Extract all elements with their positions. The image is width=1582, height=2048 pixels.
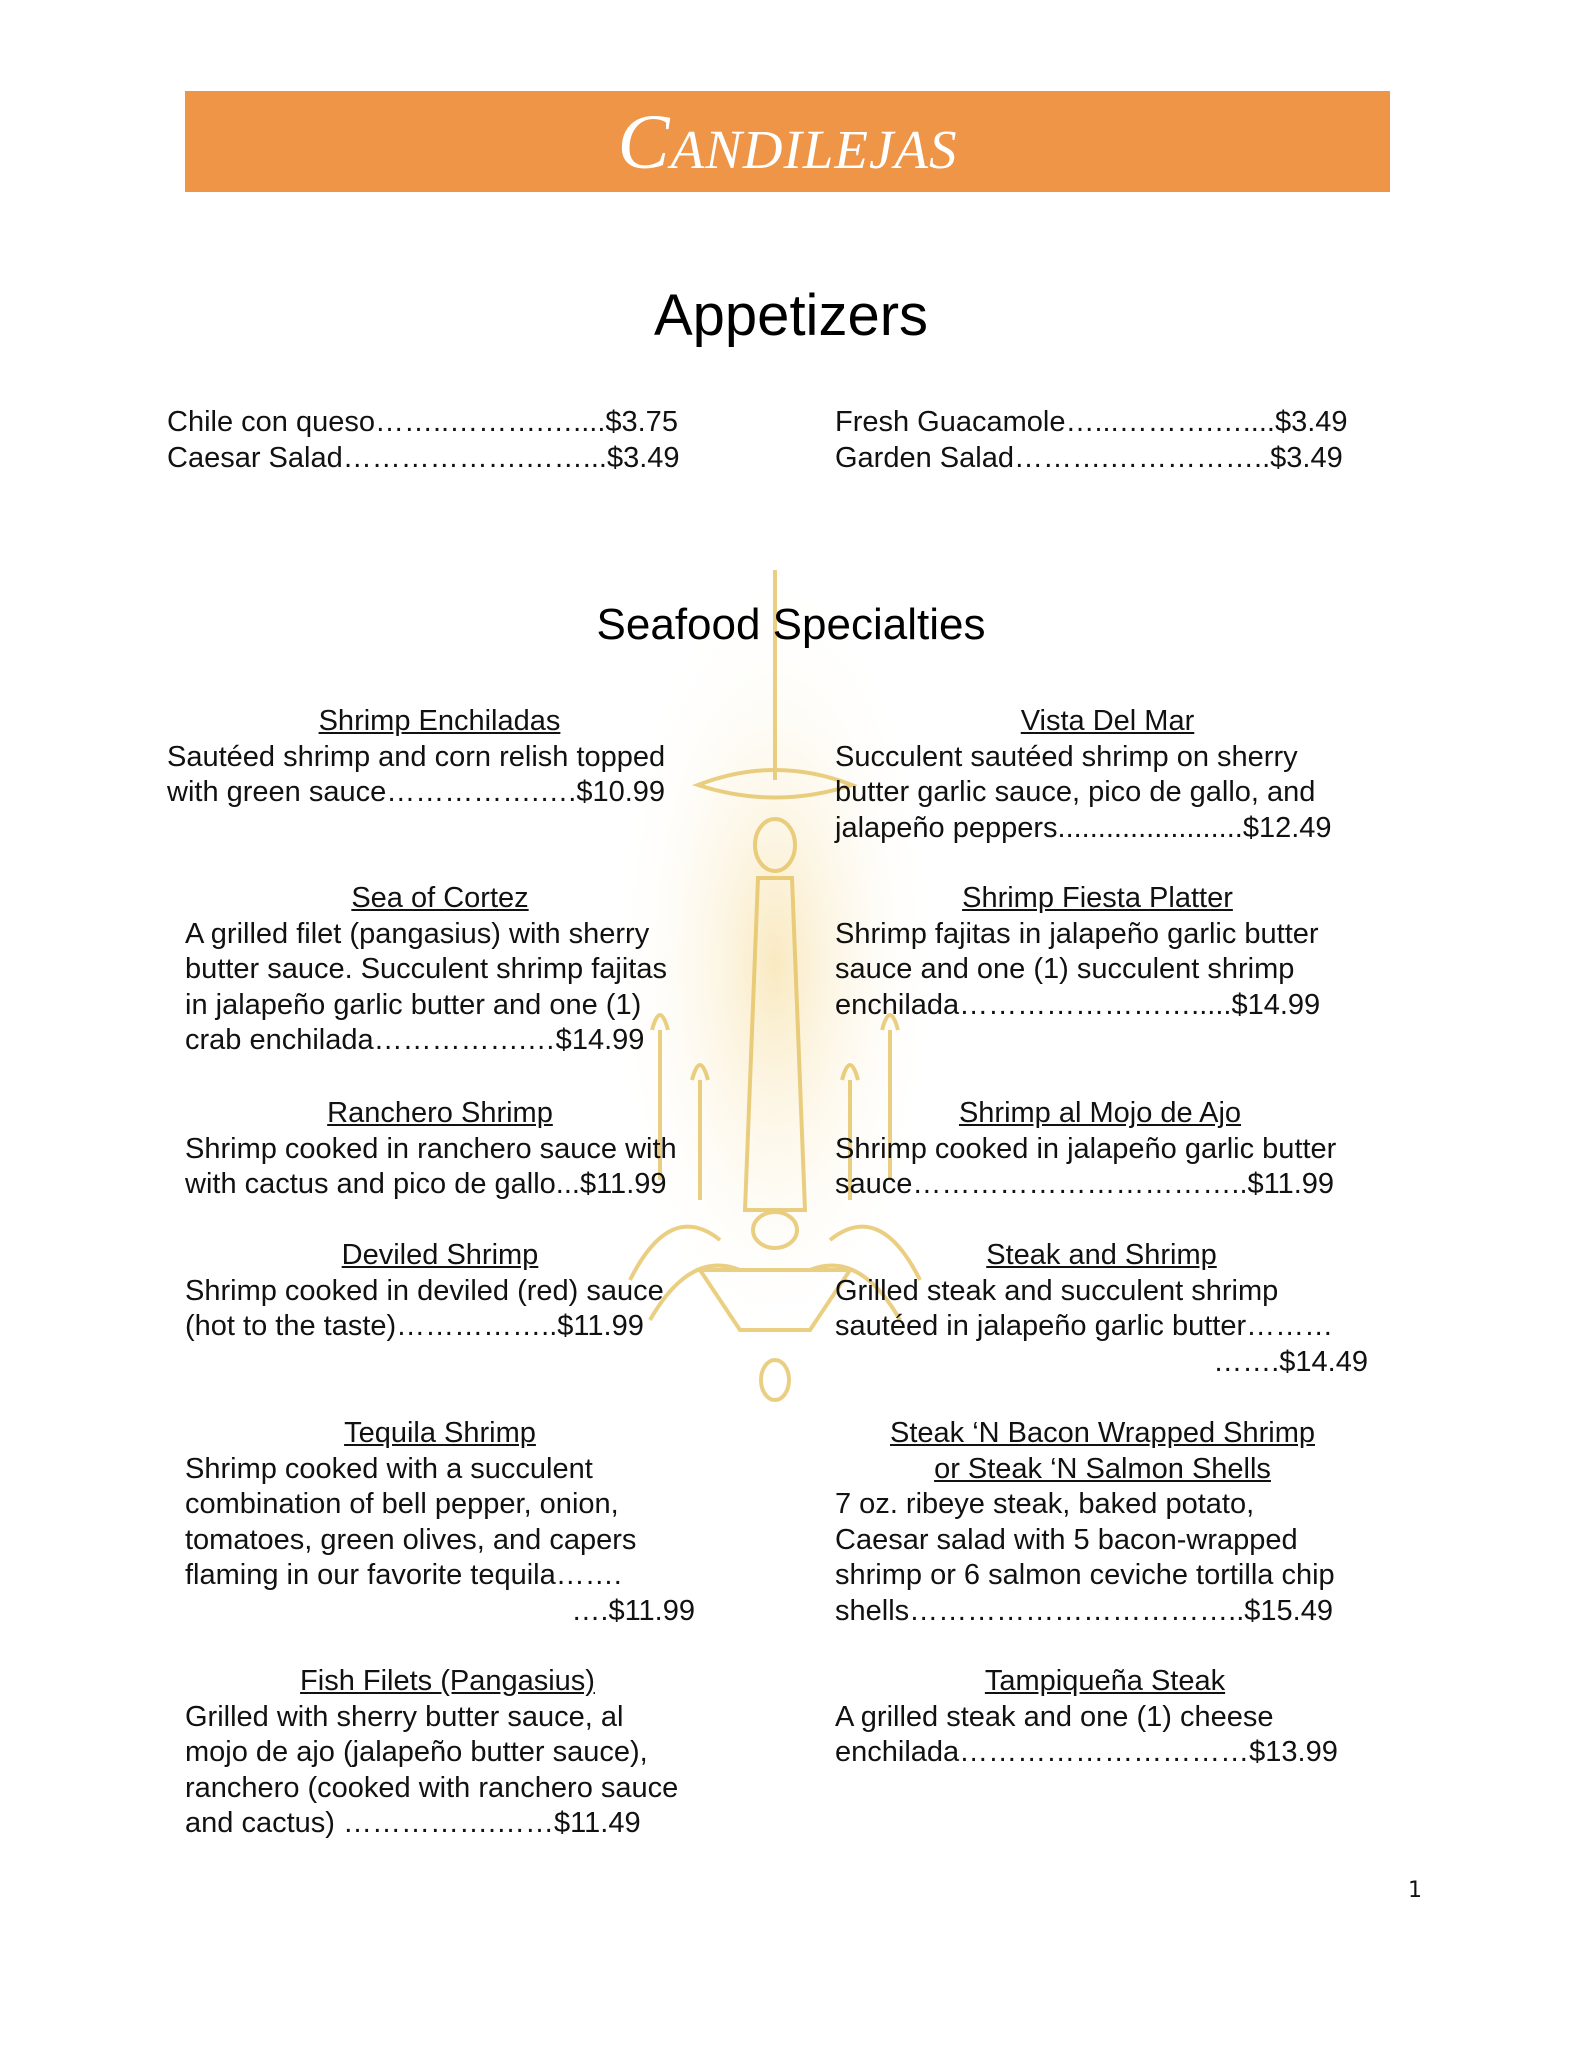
appetizer-item: Caesar Salad……………….……...$3.49 xyxy=(167,442,680,474)
menu-item-description: shrimp or 6 salmon ceviche tortilla chip xyxy=(835,1559,1335,1591)
menu-item-description: combination of bell pepper, onion, xyxy=(185,1488,619,1520)
menu-item-price: …….$14.49 xyxy=(1213,1345,1368,1378)
menu-item-description: Shrimp cooked in jalapeño garlic butter xyxy=(835,1132,1337,1165)
menu-item-title: Deviled Shrimp xyxy=(341,1239,539,1271)
menu-item-description: ranchero (cooked with ranchero sauce xyxy=(185,1771,679,1804)
menu-item-description: Shrimp cooked with a succulent xyxy=(185,1452,593,1485)
menu-item-description: jalapeño peppers.......................$12.49 xyxy=(835,811,1332,844)
menu-item-title: Steak ‘N Bacon Wrapped Shrimp xyxy=(889,1417,1315,1449)
appetizer-item: Chile con queso……..……….…....$3.75 xyxy=(167,406,678,438)
restaurant-name: Candilejas xyxy=(617,97,958,185)
menu-item-title: Shrimp Fiesta Platter xyxy=(962,882,1233,914)
menu-item xyxy=(185,1096,695,1203)
menu-item-description: (hot to the taste)……………..$11.99 xyxy=(185,1310,644,1342)
menu-item-title: Steak and Shrimp xyxy=(986,1239,1217,1271)
menu-item-description: Shrimp cooked in deviled (red) sauce xyxy=(185,1274,664,1307)
menu-item xyxy=(835,1238,1368,1380)
menu-item-description: enchilada…………………….....$14.99 xyxy=(835,988,1321,1021)
menu-item xyxy=(835,704,1380,846)
menu-item xyxy=(167,704,712,811)
menu-item-description: with cactus and pico de gallo...$11.99 xyxy=(185,1168,667,1200)
menu-item xyxy=(185,1238,695,1345)
menu-item-description: tomatoes, green olives, and capers xyxy=(185,1523,637,1556)
menu-item-description: sautéed in jalapeño garlic butter……… xyxy=(835,1310,1334,1342)
menu-item-description: in jalapeño garlic butter and one (1) xyxy=(185,988,642,1021)
menu-item-title: or Steak ‘N Salmon Shells xyxy=(934,1452,1271,1485)
appetizer-item: Fresh Guacamole…...……….…....$3.49 xyxy=(835,406,1348,438)
menu-item-title: Tequila Shrimp xyxy=(344,1417,536,1449)
section-heading-seafood: Seafood Specialties xyxy=(596,600,986,649)
menu-item-description: Grilled with sherry butter sauce, al xyxy=(185,1700,624,1733)
menu-item xyxy=(835,1096,1365,1203)
menu-item-description: sauce and one (1) succulent shrimp xyxy=(835,953,1295,985)
menu-item-description: Grilled steak and succulent shrimp xyxy=(835,1274,1279,1307)
menu-item-description: crab enchilada…………….…$14.99 xyxy=(185,1024,645,1056)
menu-item-description: Sautéed shrimp and corn relish topped xyxy=(167,740,666,773)
header-banner xyxy=(185,91,1390,192)
menu-item-description: Succulent sautéed shrimp on sherry xyxy=(835,740,1298,773)
menu-item xyxy=(185,1664,710,1842)
menu-item xyxy=(835,881,1360,1023)
page-number: 1 xyxy=(1408,1878,1422,1903)
menu-item-description: A grilled steak and one (1) cheese xyxy=(835,1700,1274,1733)
section-heading-appetizers: Appetizers xyxy=(653,283,929,348)
menu-item-price: ….$11.99 xyxy=(571,1594,695,1627)
menu-item-description: flaming in our favorite tequila……. xyxy=(185,1559,622,1591)
menu-item-description: with green sauce…………….….$10.99 xyxy=(167,776,666,808)
menu-item-title: Tampiqueña Steak xyxy=(984,1665,1226,1697)
menu-item-title: Shrimp al Mojo de Ajo xyxy=(958,1097,1242,1129)
appetizer-item: Garden Salad……….……………..$3.49 xyxy=(835,442,1343,474)
menu-item xyxy=(835,1416,1370,1629)
menu-item-description: butter sauce. Succulent shrimp fajitas xyxy=(185,953,667,985)
menu-item-description: enchilada…………………………$13.99 xyxy=(835,1736,1338,1768)
menu-item-title: Shrimp Enchiladas xyxy=(318,705,561,737)
menu-item xyxy=(185,1416,695,1629)
menu-item-title: Sea of Cortez xyxy=(351,882,529,914)
menu-item-description: mojo de ajo (jalapeño butter sauce), xyxy=(185,1736,648,1768)
menu-item-description: and cactus) …………….……$11.49 xyxy=(185,1807,641,1839)
menu-item-title: Vista Del Mar xyxy=(1020,705,1195,737)
menu-item-description: 7 oz. ribeye steak, baked potato, xyxy=(835,1488,1255,1520)
menu-item-description: A grilled filet (pangasius) with sherry xyxy=(185,917,650,950)
menu-item xyxy=(835,1664,1375,1771)
menu-item-description: Caesar salad with 5 bacon-wrapped xyxy=(835,1523,1298,1556)
menu-item-description: shells……………………………..$15.49 xyxy=(835,1594,1333,1627)
menu-item xyxy=(185,881,695,1059)
menu-item-description: butter garlic sauce, pico de gallo, and xyxy=(835,776,1316,808)
menu-item-description: sauce……………………………..$11.99 xyxy=(835,1168,1335,1200)
menu-item-description: Shrimp fajitas in jalapeño garlic butter xyxy=(835,917,1319,950)
menu-item-title: Ranchero Shrimp xyxy=(327,1097,553,1129)
menu-item-description: Shrimp cooked in ranchero sauce with xyxy=(185,1132,677,1165)
menu-item-title: Fish Filets (Pangasius) xyxy=(300,1665,595,1697)
